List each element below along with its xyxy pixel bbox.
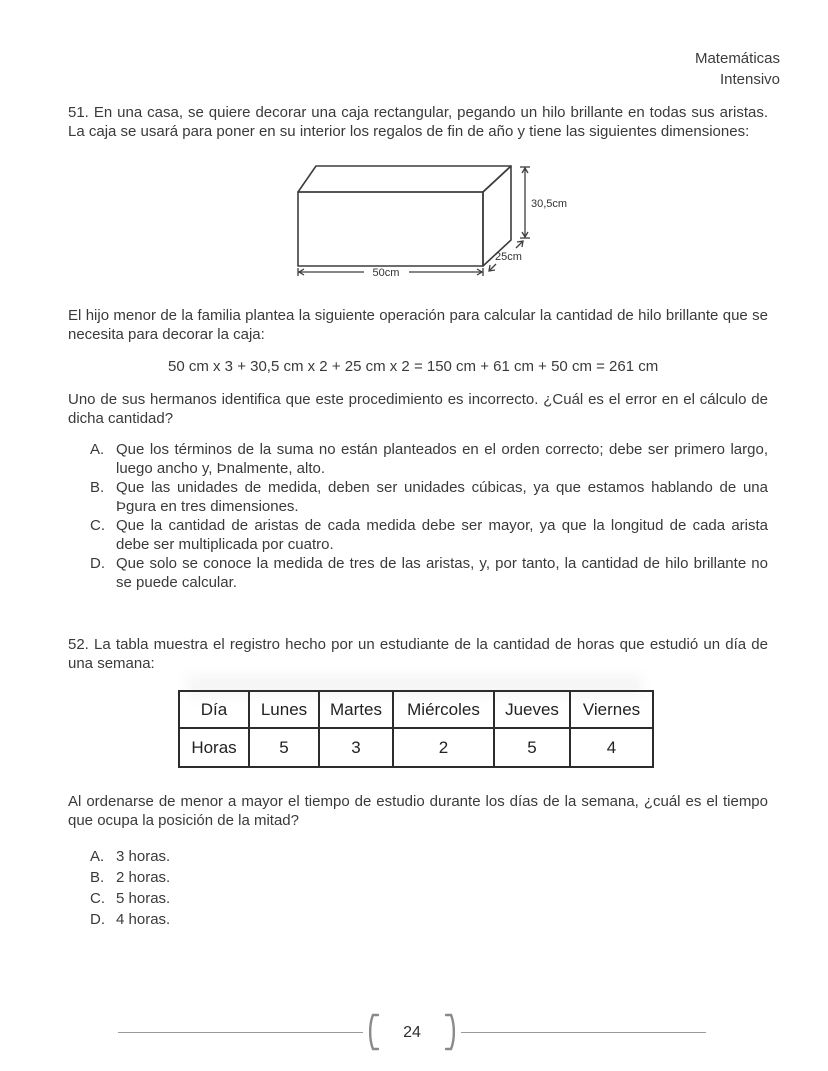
option-51-c — [90, 516, 768, 554]
question-52-options — [68, 846, 768, 930]
box-diagram — [290, 159, 575, 291]
question-51-options — [68, 440, 768, 592]
option-letter: A. — [90, 441, 105, 458]
table-cell-martes: Martes — [319, 691, 393, 728]
table-cell-horas-miercoles: 2 — [393, 728, 494, 767]
footer-rule-right — [461, 1032, 706, 1033]
depth-label: 25cm — [495, 251, 522, 263]
table-cell-horas-lunes: 5 — [249, 728, 319, 767]
option-text: Que solo se conoce la medida de tres de las aristas, y, por tanto, la cantidad de hilo brillante no se puede calcular. — [116, 555, 768, 591]
table-cell-lunes: Lunes — [249, 691, 319, 728]
study-hours-table-zone — [178, 690, 652, 768]
question-51-prompt: Uno de sus hermanos identifica que este procedimiento es incorrecto. ¿Cuál es el error en el cálculo de dicha cantidad? — [68, 391, 768, 427]
option-51-b — [90, 478, 768, 516]
table-header-row — [179, 691, 653, 728]
option-52-a — [90, 846, 768, 867]
header-course: Intensivo — [719, 71, 780, 88]
option-text: Que las unidades de medida, deben ser unidades cúbicas, ya que estamos hablando de una Þgura en tres dimensiones. — [116, 479, 768, 515]
option-letter: B. — [90, 479, 105, 496]
box-figure — [290, 159, 575, 291]
study-hours-table — [178, 690, 654, 768]
option-text: 2 horas. — [116, 869, 171, 886]
option-text: Que los términos de la suma no están planteados en el orden correcto; debe ser primero largo, luego ancho y, Þnalmente, alto. — [116, 441, 768, 477]
page-footer — [118, 1012, 706, 1052]
table-value-row — [179, 728, 653, 767]
question-51-body: El hijo menor de la familia plantea la siguiente operación para calcular la cantidad de hilo brillante que se necesita para decorar la caja: — [68, 307, 768, 343]
table-cell-horas-jueves: 5 — [494, 728, 570, 767]
table-cell-horas: Horas — [179, 728, 249, 767]
option-letter: A. — [90, 848, 105, 865]
table-cell-dia: Día — [179, 691, 249, 728]
option-52-b — [90, 867, 768, 888]
question-51-intro: 51. En una casa, se quiere decorar una caja rectangular, pegando un hilo brillante en todas sus aristas. La caja se usará para poner en su interior los regalos de fin de año y tiene las siguientes dimensiones: — [68, 104, 768, 140]
document-body — [68, 0, 768, 930]
width-label: 50cm — [372, 267, 400, 279]
table-cell-jueves: Jueves — [494, 691, 570, 728]
question-51-equation: 50 cm x 3 + 30,5 cm x 2 + 25 cm x 2 = 150 cm + 61 cm + 50 cm = 261 cm — [168, 358, 659, 375]
table-cell-horas-viernes: 4 — [570, 728, 653, 767]
option-51-a — [90, 440, 768, 478]
footer-rule-left — [118, 1032, 363, 1033]
header-subject: Matemáticas — [694, 50, 780, 67]
option-text: Que la cantidad de aristas de cada medida debe ser mayor, ya que la longitud de cada arista debe ser multiplicada por cuatro. — [116, 517, 768, 553]
table-cell-miercoles: Miércoles — [393, 691, 494, 728]
option-52-d — [90, 909, 768, 930]
left-bracket-icon — [366, 1012, 380, 1052]
table-cell-horas-martes: 3 — [319, 728, 393, 767]
option-text: 5 horas. — [116, 890, 171, 907]
option-letter: D. — [90, 911, 105, 928]
box-top-face — [298, 166, 511, 192]
question-52-prompt: Al ordenarse de menor a mayor el tiempo de estudio durante los días de la semana, ¿cuál es el tiempo que ocupa la posición de la mitad? — [68, 793, 768, 829]
page-number: 24 — [403, 1023, 421, 1041]
option-letter: B. — [90, 869, 105, 886]
table-cell-viernes: Viernes — [570, 691, 653, 728]
option-letter: C. — [90, 890, 105, 907]
option-text: 3 horas. — [116, 848, 171, 865]
height-dimension-arrow — [520, 167, 530, 238]
option-52-c — [90, 888, 768, 909]
question-52-intro: 52. La tabla muestra el registro hecho por un estudiante de la cantidad de horas que estudió un día de una semana: — [68, 636, 768, 672]
option-51-d — [90, 554, 768, 592]
height-label: 30,5cm — [531, 198, 568, 210]
right-bracket-icon — [444, 1012, 458, 1052]
option-letter: C. — [90, 517, 105, 534]
option-letter: D. — [90, 555, 105, 572]
option-text: 4 horas. — [116, 911, 171, 928]
box-front-face — [298, 192, 483, 266]
